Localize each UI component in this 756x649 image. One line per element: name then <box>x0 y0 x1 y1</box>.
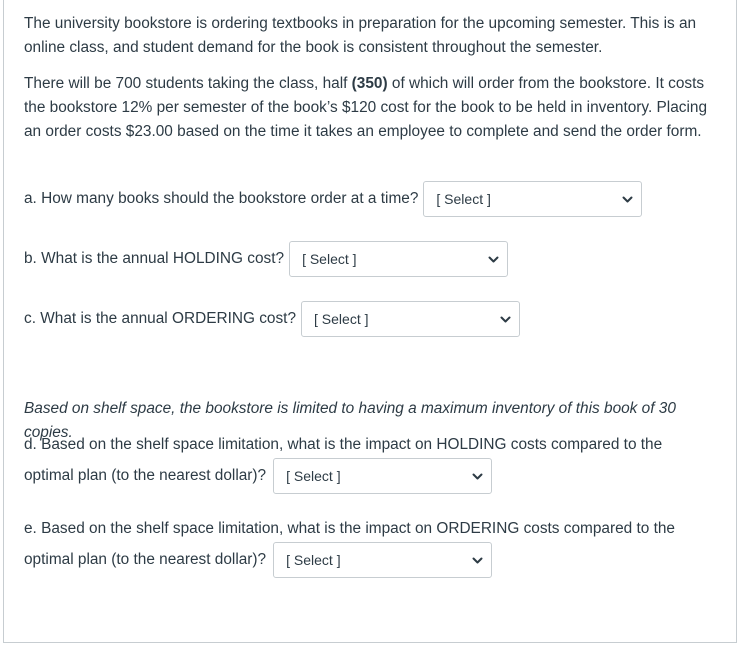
intro-text-before: There will be 700 students taking the class, half <box>24 75 352 92</box>
question-b-label: b. What is the annual HOLDING cost? <box>24 250 285 267</box>
chevron-down-icon <box>500 314 511 325</box>
question-c <box>24 300 520 338</box>
intro-paragraph-1: The university bookstore is ordering textbooks in preparation for the upcoming semester. This is an online class, and student demand for the book is consistent throughout the semester. <box>24 15 697 56</box>
intro-paragraph-2 <box>24 72 714 144</box>
question-d <box>24 457 492 495</box>
question-a-dropdown[interactable] <box>423 181 642 217</box>
question-c-dropdown[interactable] <box>301 301 520 337</box>
question-c-label: c. What is the annual ORDERING cost? <box>24 310 297 327</box>
constraint-text: Based on shelf space, the bookstore is limited to having a maximum inventory of this book of 30 copies. <box>24 400 676 441</box>
question-e-selected: [ Select ] <box>286 552 341 568</box>
question-b-selected: [ Select ] <box>302 251 357 267</box>
question-b <box>24 240 508 278</box>
question-a-selected: [ Select ] <box>436 191 491 207</box>
chevron-down-icon <box>488 254 499 265</box>
question-e-label: optimal plan (to the nearest dollar)? <box>24 551 267 568</box>
question-d-selected: [ Select ] <box>286 468 341 484</box>
intro-text-after: of which will order from the bookstore. It costs the bookstore 12% per semester of the book’s $120 cost for the book to be held in inventory. Placing an order costs $23.00 based on the time it takes an employee to complete and send the order form. <box>24 75 708 140</box>
question-d-label: optimal plan (to the nearest dollar)? <box>24 467 267 484</box>
question-e-dropdown[interactable] <box>273 542 492 578</box>
question-d-line1: d. Based on the shelf space limitation, what is the impact on HOLDING costs compared to the <box>24 436 663 453</box>
question-d-dropdown[interactable] <box>273 458 492 494</box>
question-a-label: a. How many books should the bookstore order at a time? <box>24 190 419 207</box>
intro-bold-number: (350) <box>351 75 388 92</box>
chevron-down-icon <box>472 471 483 482</box>
chevron-down-icon <box>472 555 483 566</box>
question-e <box>24 541 492 579</box>
question-e-line1: e. Based on the shelf space limitation, what is the impact on ORDERING costs compared to the <box>24 520 675 537</box>
question-c-selected: [ Select ] <box>314 311 369 327</box>
question-a <box>24 180 642 218</box>
chevron-down-icon <box>622 194 633 205</box>
question-b-dropdown[interactable] <box>289 241 508 277</box>
